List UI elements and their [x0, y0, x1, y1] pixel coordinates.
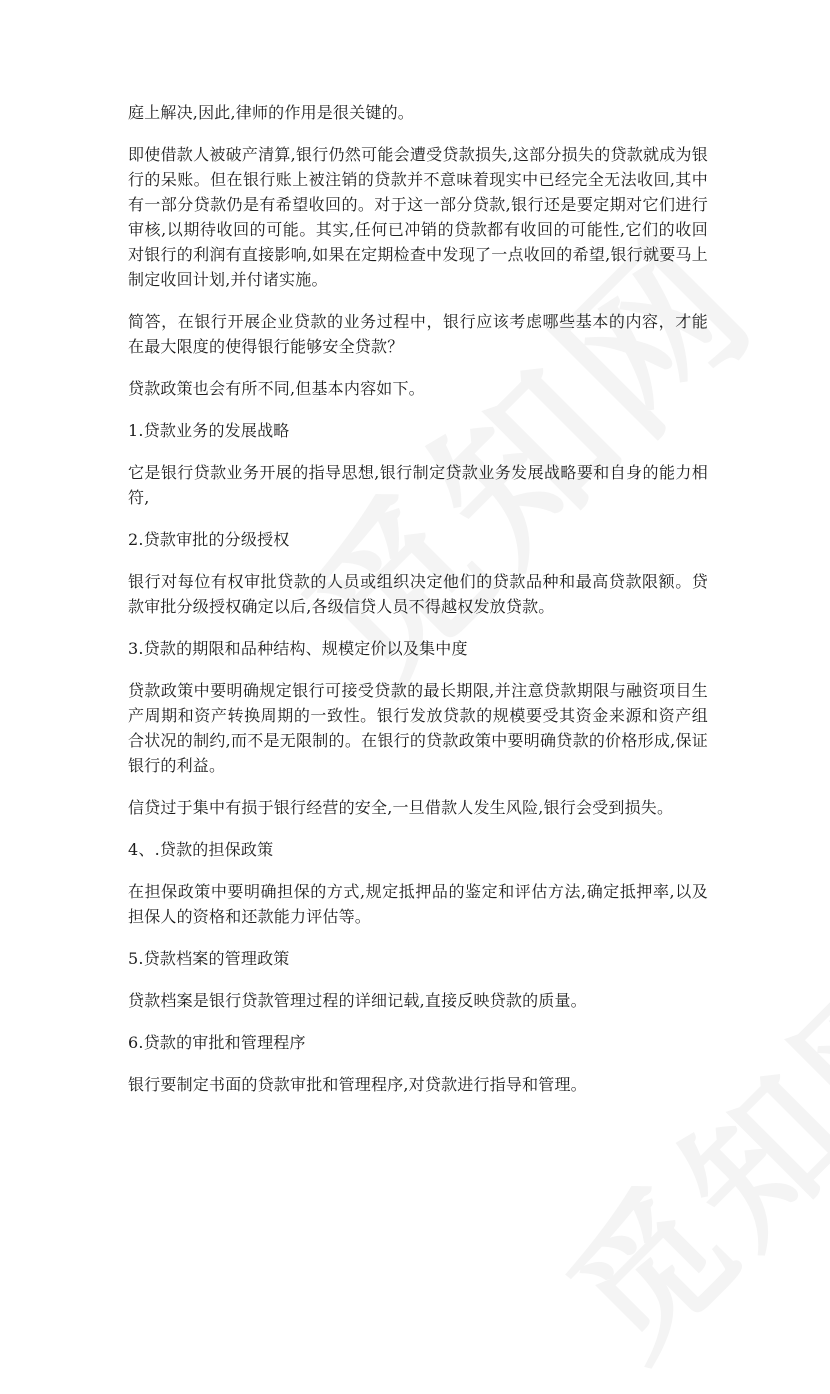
section-heading: 2.贷款审批的分级授权: [128, 530, 290, 549]
paragraph: 贷款政策中要明确规定银行可接受贷款的最长期限,并注意贷款期限与融资项目生产周期和资产转换周期的一致性。银行发放贷款的规模要受其资金来源和资产组合状况的制约,而不是无限制的。在银行的贷款政策中要明确贷款的价格形成,保证银行的利益。: [128, 681, 708, 775]
paragraph: 在担保政策中要明确担保的方式,规定抵押品的鉴定和评估方法,确定抵押率,以及担保人的资格和还款能力评估等。: [128, 882, 708, 926]
paragraph: 贷款档案是银行贷款管理过程的详细记载,直接反映贷款的质量。: [128, 991, 587, 1010]
paragraph: 贷款政策也会有所不同,但基本内容如下。: [128, 379, 425, 398]
paragraph: 银行对每位有权审批贷款的人员或组织决定他们的贷款品种和最高贷款限额。贷款审批分级授权确定以后,各级信贷人员不得越权发放贷款。: [128, 572, 708, 616]
section-heading: 6.贷款的审批和管理程序: [128, 1033, 306, 1052]
paragraph: 庭上解决,因此,律师的作用是很关键的。: [128, 103, 414, 122]
document-body: [128, 100, 708, 1114]
section-heading: 4、.贷款的担保政策: [128, 840, 274, 859]
paragraph: 即使借款人被破产清算,银行仍然可能会遭受贷款损失,这部分损失的贷款就成为银行的呆账。但在银行账上被注销的贷款并不意味着现实中已经完全无法收回,其中有一部分贷款仍是有希望收回的。对于这一部分贷款,银行还是要定期对它们进行审核,以期待收回的可能。其实,任何已冲销的贷款都有收回的可能性,它们的收回对银行的利润有直接影响,如果在定期检查中发现了一点收回的希望,银行就要马上制定收回计划,并付诸实施。: [128, 145, 708, 289]
section-heading: 3.贷款的期限和品种结构、规模定价以及集中度: [128, 639, 468, 658]
section-heading: 5.贷款档案的管理政策: [128, 949, 290, 968]
section-heading: 1.贷款业务的发展战略: [128, 421, 290, 440]
paragraph: 它是银行贷款业务开展的指导思想,银行制定贷款业务发展战略要和自身的能力相符,: [128, 463, 708, 507]
paragraph: 银行要制定书面的贷款审批和管理程序,对贷款进行指导和管理。: [128, 1075, 587, 1094]
question-paragraph: 简答，在银行开展企业贷款的业务过程中，银行应该考虑哪些基本的内容，才能在最大限度的使得银行能够安全贷款？: [128, 312, 708, 356]
paragraph: 信贷过于集中有损于银行经营的安全,一旦借款人发生风险,银行会受到损失。: [128, 798, 674, 817]
